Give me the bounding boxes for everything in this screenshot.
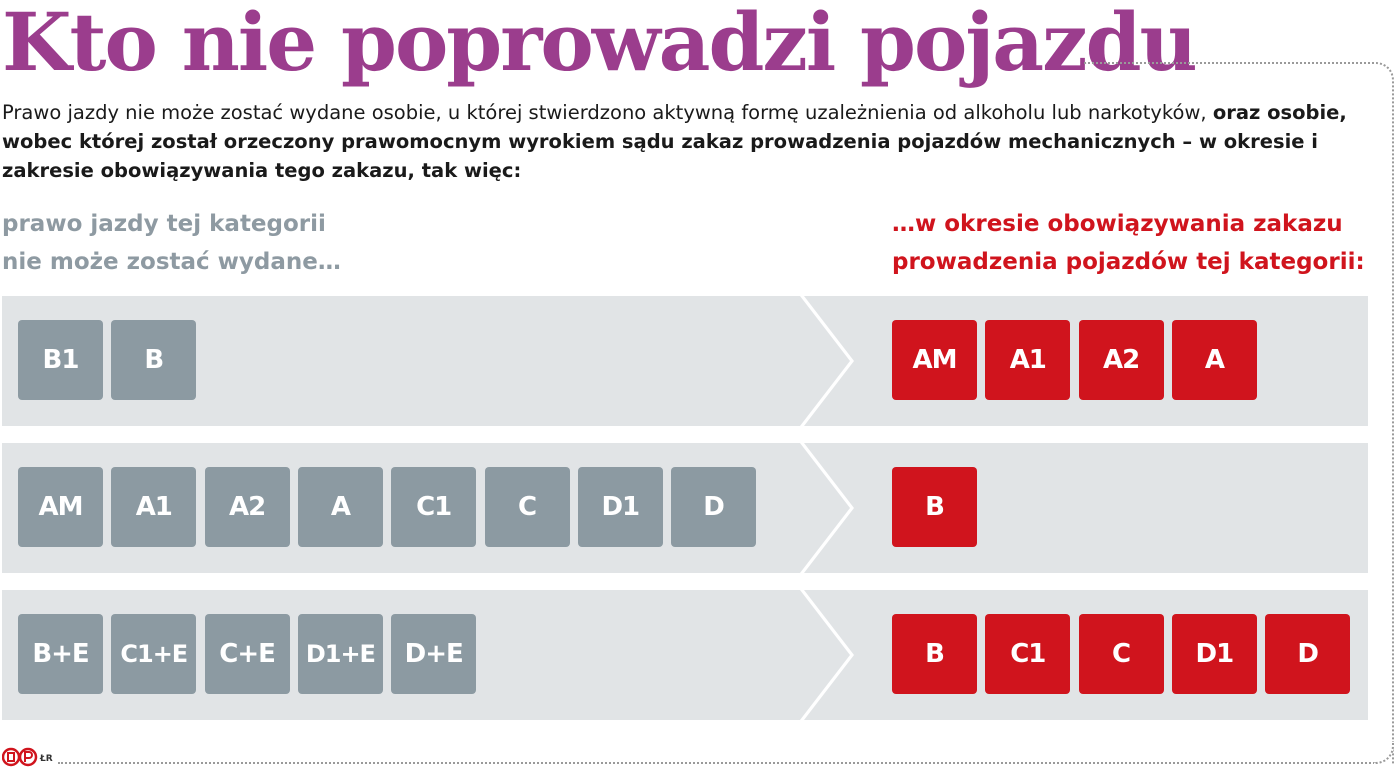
banned-category-tile: C1	[985, 614, 1070, 694]
denied-category-tile: D	[671, 467, 756, 547]
credit: ŁR	[40, 754, 53, 764]
frame-border-bottom	[58, 762, 1378, 764]
denied-category-tile: AM	[18, 467, 103, 547]
denied-category-tile: C1+E	[111, 614, 196, 694]
category-row	[2, 296, 1368, 426]
banned-category-tile: D1	[1172, 614, 1257, 694]
banned-category-tile: A2	[1079, 320, 1164, 400]
banned-category-tile: B	[892, 614, 977, 694]
denied-category-tile: A2	[205, 467, 290, 547]
category-row	[2, 443, 1368, 573]
banned-category-tile: A	[1172, 320, 1257, 400]
intro-bold: oraz osobie, wobec której został orzeczony prawomocnym wyrokiem sądu zakaz prowadzenia pojazdów mechanicznych – w okresie i zakresie obowiązywania tego zakazu, tak więc:	[2, 101, 1347, 182]
intro-text	[2, 98, 1374, 185]
denied-category-tile: C	[485, 467, 570, 547]
denied-category-tile: B	[111, 320, 196, 400]
right-header-line2: prowadzenia pojazdów tej kategorii:	[892, 249, 1365, 275]
denied-category-tile: C+E	[205, 614, 290, 694]
banned-category-tile: C	[1079, 614, 1164, 694]
banned-category-tile: AM	[892, 320, 977, 400]
denied-category-tile: D1	[578, 467, 663, 547]
denied-category-tile: D1+E	[298, 614, 383, 694]
left-header-line2: nie może zostać wydane…	[2, 249, 341, 275]
left-header	[2, 205, 341, 281]
right-header	[892, 205, 1365, 281]
gp-logo-icon	[2, 746, 38, 768]
denied-category-tile: A1	[111, 467, 196, 547]
banned-category-tile: A1	[985, 320, 1070, 400]
denied-category-tile: B1	[18, 320, 103, 400]
banned-category-tile: D	[1265, 614, 1350, 694]
intro-normal: Prawo jazdy nie może zostać wydane osobie, u której stwierdzono aktywną formę uzależnienia od alkoholu lub narkotyków,	[2, 101, 1207, 124]
page-title: Kto nie poprowadzi pojazdu	[2, 0, 1196, 89]
denied-category-tile: A	[298, 467, 383, 547]
denied-category-tile: D+E	[391, 614, 476, 694]
denied-category-tile: B+E	[18, 614, 103, 694]
banned-category-tile: B	[892, 467, 977, 547]
left-header-line1: prawo jazdy tej kategorii	[2, 211, 326, 237]
right-header-line1: …w okresie obowiązywania zakazu	[892, 211, 1343, 237]
denied-category-tile: C1	[391, 467, 476, 547]
category-row	[2, 590, 1368, 720]
row-target-shape	[804, 443, 1368, 573]
